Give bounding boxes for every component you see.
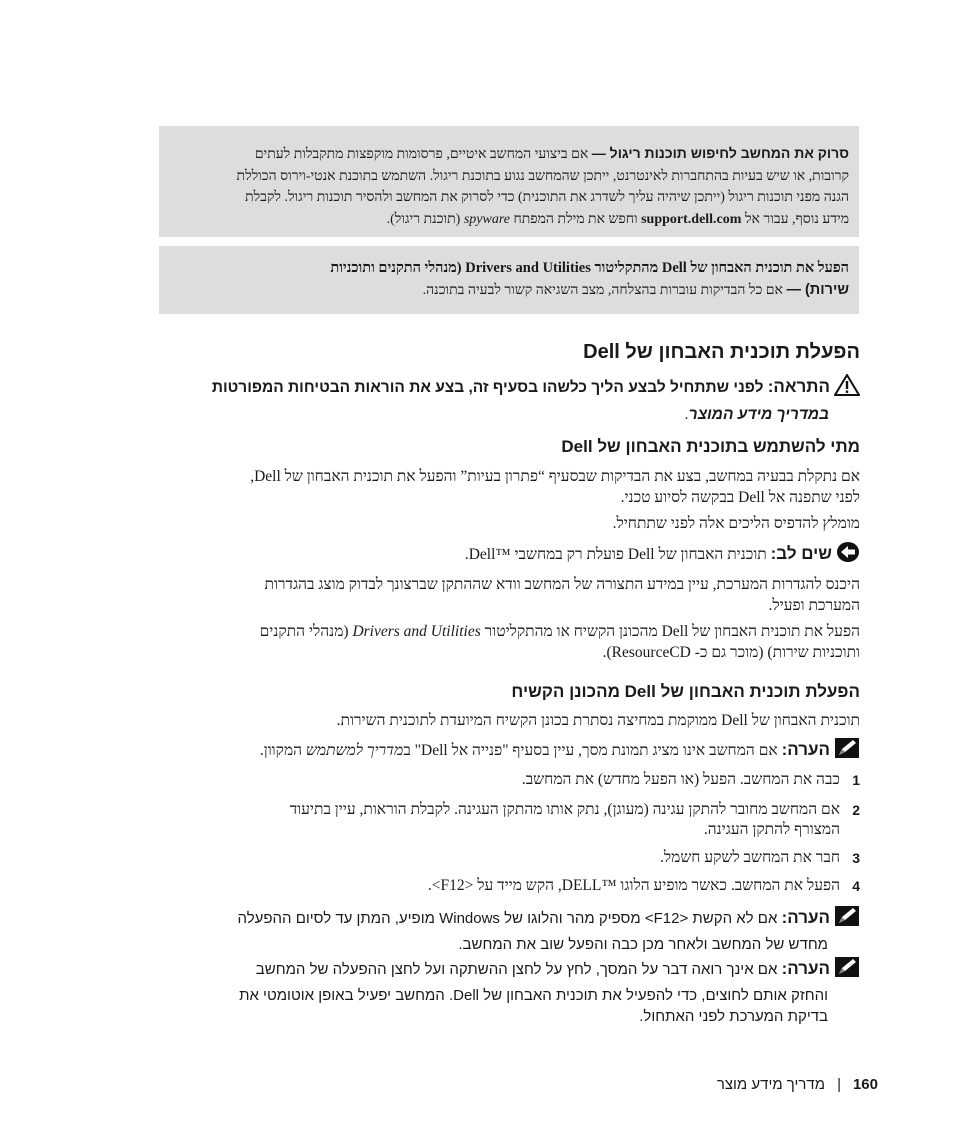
step-3: 3 חבר את המחשב לשקע חשמל.: [660, 849, 860, 866]
pencil-note-icon: [834, 956, 860, 985]
product-guide-ref: במדריך מידע המוצר: [688, 406, 829, 423]
drivers-utilities-ref: Drivers and Utilities: [352, 623, 481, 640]
notice-label: שים לב:: [770, 544, 832, 563]
note-no-display: הערה: אם המחשב אינו מציג תמונת מסך, עיין בסעיף "פנייה אל Dell" במדריך למשתמש המקוון.: [160, 737, 860, 768]
warning-triangle-icon: [834, 374, 860, 404]
pencil-note-icon: [834, 905, 860, 934]
paragraph-4: הפעל את תוכנית האבחון של Dell מהכונן הקשיח או מהתקליטור Drivers and Utilities (מנהלי התקנים ותוכניות שירות) (מוכר גם כ- ResourceCD).: [259, 623, 860, 661]
user-guide-ref: מדריך למשתמש: [305, 742, 404, 759]
spyware-tip-title: סרוק את המחשב לחיפוש תוכנות ריגול —: [591, 145, 849, 161]
note-no-screen: הערה: אם אינך רואה דבר על המסך, לחץ על לחצן ההשתקה ועל לחצן ההפעלה של המחשב והחזק אותם לחוצים, כדי להפעיל את תוכנית האבחון של Dell. המחשב יפעיל באופן אוטומטי את בדיקת המערכת לפני האתחול.: [160, 956, 860, 1027]
spyware-keyword: spyware: [463, 211, 510, 227]
when-to-use-title: מתי להשתמש בתוכנית האבחון של Dell: [561, 437, 860, 456]
spyware-tip-line-2: קרובות, או שיש בעיות בהתחברות לאינטרנט, ייתכן שהמחשב נגוע בתוכנת ריגול. השתמש בתוכנת אנטי-וירוס הכוללת: [236, 168, 849, 184]
page-number: 160: [852, 1076, 878, 1093]
pencil-note-icon: [834, 737, 860, 768]
step-1: 1 כבה את המחשב. הפעל (או הפעל מחדש) את המחשב.: [521, 771, 860, 788]
paragraph-5: תוכנית האבחון של Dell ממוקמת במחיצה נסתרת בכונן הקשיח המיועדת לתוכנית השירות.: [336, 712, 860, 729]
caution-notice: התראה: לפני שתתחיל לבצע הליך כלשהו בסעיף זה, בצע את הוראות הבטיחות המפורטות במדריך מידע המוצר.: [160, 374, 860, 426]
paragraph-3: היכנס להגדרות המערכת, עיין במידע התצורה של המחשב וודא שההתקן שברצונך לבדוק מוצג בהגדרות המערכת ופעיל.: [264, 576, 860, 614]
caution-line-1: לפני שתתחיל לבצע הליך כלשהו בסעיף זה, בצע את הוראות הבטיחות המפורטות: [211, 379, 768, 396]
spyware-tip-line-4: מידע נוסף, עבור אל support.dell.com וחפש את מילת המפתח spyware (תוכנת ריגול).: [386, 211, 849, 227]
spyware-tip-line-3: הגנה מפני תוכנות ריגול (ייתכן שיהיה עליך לשדרג את התוכנית) כדי לסרוק את המחשב ולהסיר תוכנות ריגול. לקבלת: [245, 190, 849, 205]
page-footer: [717, 1076, 878, 1093]
paragraph-1: אם נתקלת בבעיה במחשב, בצע את הבדיקות שבסעיף “פתרון בעיות” והפעל את תוכנית האבחון של Dell, לפני שתפנה אל Dell בבקשה לסיוע טכני.: [250, 468, 860, 506]
note-label: הערה:: [781, 740, 830, 759]
hard-drive-title: הפעלת תוכנית האבחון של Dell מהכונן הקשיח: [511, 682, 860, 701]
section-title: הפעלת תוכנית האבחון של Dell: [583, 341, 860, 363]
footer-title: מדריך מידע מוצר: [716, 1076, 826, 1093]
step-2: 2 אם המחשב מחובר להתקן עגינה (מעוגן), נתק אותו מהתקן העגינה. לקבלת הוראות, עיין בתיעוד המצורף להתקן העגינה.: [289, 801, 860, 838]
spyware-tip-line-1: סרוק את המחשב לחיפוש תוכנות ריגול — אם ביצועי המחשב איטיים, פרסומות מוקפצות מתקבלות לעתים: [254, 145, 849, 162]
footer-separator: |: [837, 1076, 841, 1093]
support-site-link: support.dell.com: [641, 211, 742, 227]
diagnostics-tip-box: [159, 246, 859, 314]
note-label: הערה:: [781, 908, 830, 927]
step-4: 4 הפעל את המחשב. כאשר מופיע הלוגו ™DELL, הקש מייד על <F12>.: [427, 877, 860, 894]
spyware-tip-box: [159, 126, 859, 237]
notice-dell-only: שים לב: תוכנית האבחון של Dell פועלת רק במחשבי ™Dell.: [160, 541, 860, 572]
caution-label: התראה:: [767, 377, 830, 396]
note-f12-timing: הערה: אם לא הקשת <F12> מספיק מהר והלוגו של Windows מופיע, המתן עד לסיום ההפעלה מחדש של המחשב ולאחר מכן כבה והפעל שוב את המחשב.: [160, 905, 860, 956]
note-label: הערה:: [781, 959, 830, 978]
notice-arrow-icon: [836, 541, 860, 572]
paragraph-2: מומלץ להדפיס הליכים אלה לפני שתתחיל.: [612, 515, 860, 532]
diagnostics-tip-title: הפעל את תוכנית האבחון של Dell מהתקליטור Drivers and Utilities (מנהלי התקנים ותוכניות: [330, 260, 849, 276]
diagnostics-tip-line-2: שירות) — אם כל הבדיקות עוברות בהצלחה, מצב השגיאה קשור לבעיה בתוכנה.: [422, 282, 849, 298]
